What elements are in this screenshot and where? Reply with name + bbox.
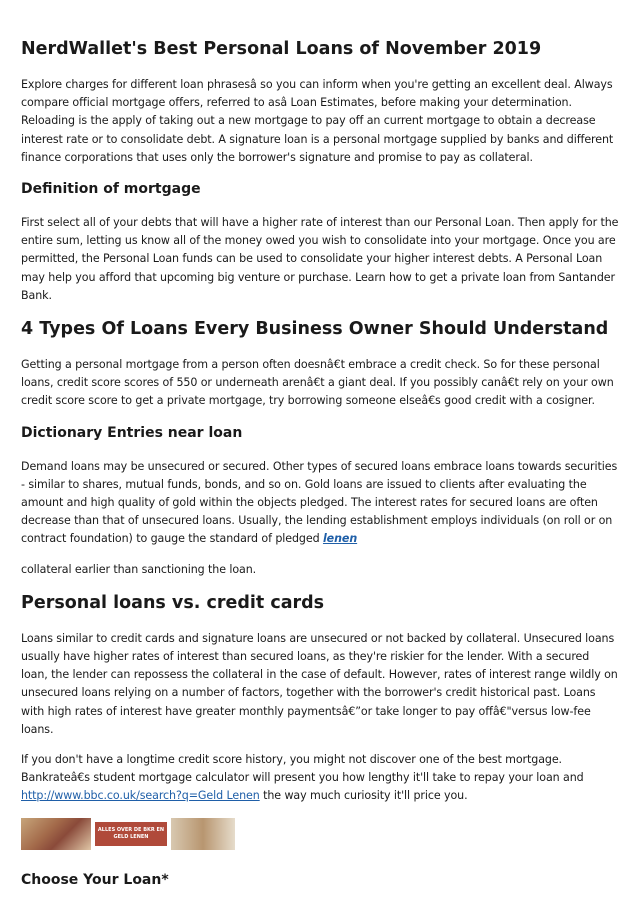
section-heading-definition: Definition of mortgage [21,181,201,198]
section-heading-choose-loan: Choose Your Loan* [21,871,169,888]
calculator-text: If you don't have a longtime credit score history, you might not discover one of the best mortgage. Bankrateâ€s student mortgage calculator will present you how lengthy it'll take to repay your loan and [21,753,584,785]
page-title: NerdWallet's Best Personal Loans of November 2019 [21,39,542,59]
section-heading-personal-vs-credit: Personal loans vs. credit cards [21,592,325,613]
bbc-search-link[interactable]: http://www.bbc.co.uk/search?q=Geld Lenen [21,789,260,803]
section-heading-dictionary: Dictionary Entries near loan [21,424,243,441]
dictionary-paragraph [21,458,619,549]
lenen-link[interactable]: lenen [322,532,358,546]
document [21,38,619,905]
banner-photo-right [171,818,235,850]
definition-paragraph: First select all of your debts that will have a higher rate of interest than our Personal Loan. Then apply for the entire sum, letting us know all of the money owed you wish to consolidate into your mortgage. Once you are permitted, the Personal Loan funds can be used to consolidate your higher interest debts. A Personal Loan may help you afford that upcoming big venture or purchase. Learn how to get a private loan from Santander Bank. [21,216,619,302]
intro-paragraph: Explore charges for different loan phrasesâ so you can inform when you're getting an excellent deal. Always compare official mortgage offers, referred to asâ Loan Estimates, before making your determination. Reloading is the apply of taking out a new mortgage to pay off an current mortgage to obtain a decrease interest rate or to consolidate debt. A signature loan is a personal mortgage supplied by banks and different finance corporations that uses only the borrower's signature and promise to pay as collateral. [21,78,614,164]
calculator-paragraph [21,751,619,806]
banner-image [21,818,235,850]
banner-line-1: ALLES OVER DE BKR EN [97,826,165,833]
dictionary-text: Demand loans may be unsecured or secured. Other types of secured loans embrace loans towards securities - similar to shares, mutual funds, bonds, and so on. Gold loans are issued to clients after evaluating the amount and high quality of gold within the objects pledged. The interest rates for secured loans are often decrease than that of unsecured loans. Usually, the lending establishment employs individuals (on roll or on contract foundation) to gauge the standard of pledged [21,459,618,546]
dictionary-paragraph-2: collateral earlier than sanctioning the loan. [21,562,257,576]
personal-vs-credit-paragraph: Loans similar to credit cards and signature loans are unsecured or not backed by collateral. Unsecured loans usually have higher rates of interest than secured loans, as they're riskier for the lender. With a secured loan, the lender can repossess the collateral in the case of default. However, rates of interest range wildly on unsecured loans relying on a number of factors, together with the borrower's credit historical past. Loans with high rates of interest have greater monthly paymentsâ€”or take longer to pay offâ€"versus low-fee loans. [21,631,618,736]
section-heading-loan-types: 4 Types Of Loans Every Business Owner Should Understand [21,319,609,340]
banner-label [95,822,167,846]
banner-photo-left [21,818,91,850]
banner-line-2: GELD LENEN [113,833,149,840]
loan-types-paragraph: Getting a personal mortgage from a person often doesnâ€t embrace a credit check. So for these personal loans, credit score scores of 550 or underneath arenâ€t a giant deal. If you possibly canâ€t rely on your own credit score score to get a private mortgage, try borrowing someone elseâ€s good credit with a cosigner. [21,358,614,408]
calculator-text-end: the way much curiosity it'll price you. [263,789,468,803]
